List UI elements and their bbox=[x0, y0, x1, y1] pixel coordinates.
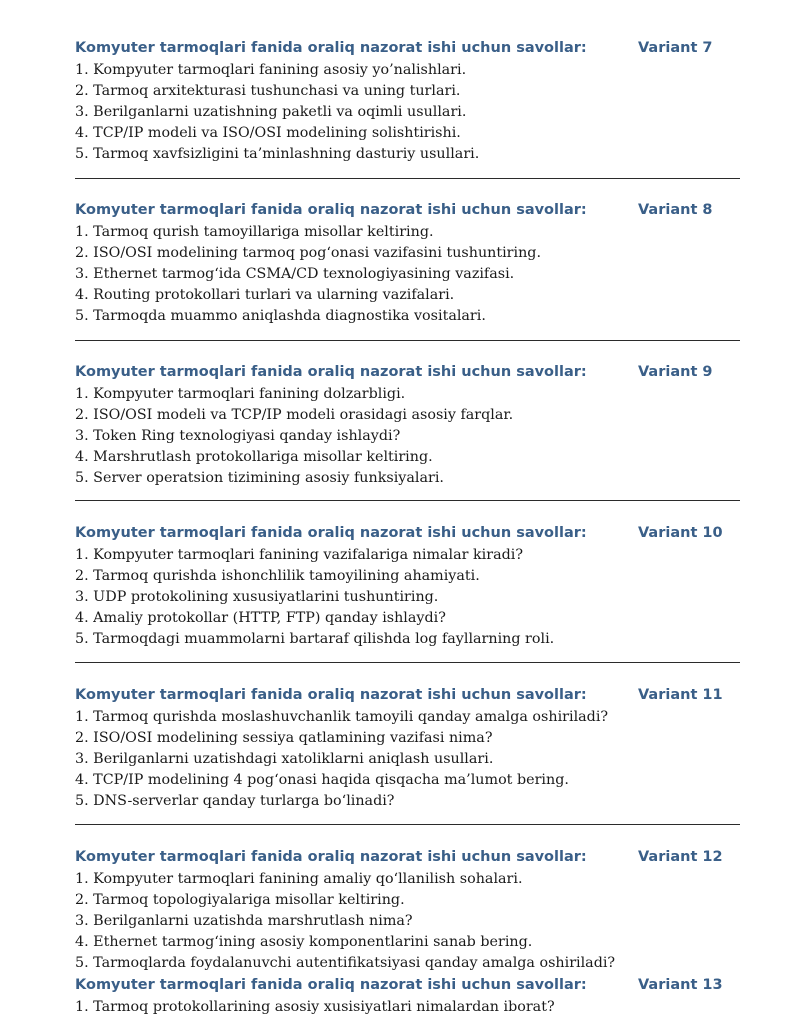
block-title: Komyuter tarmoqlari fanida oraliq nazorat ishi uchun savollar: bbox=[75, 40, 587, 56]
question-item: 1. Kompyuter tarmoqlari fanining amaliy qo‘llanilish sohalari. bbox=[75, 871, 523, 887]
block-title: Komyuter tarmoqlari fanida oraliq nazorat ishi uchun savollar: bbox=[75, 977, 587, 993]
separator-line bbox=[75, 178, 740, 179]
question-item: 4. TCP/IP modeli va ISO/OSI modelining solishtirishi. bbox=[75, 125, 461, 141]
question-item: 5. Tarmoqdagi muammolarni bartaraf qilishda log fayllarning roli. bbox=[75, 631, 555, 647]
question-item: 1. Kompyuter tarmoqlari fanining dolzarbligi. bbox=[75, 386, 406, 402]
question-item: 3. UDP protokolining xususiyatlarini tushuntiring. bbox=[75, 589, 439, 605]
block-title: Komyuter tarmoqlari fanida oraliq nazorat ishi uchun savollar: bbox=[75, 364, 587, 380]
question-item: 2. ISO/OSI modelining sessiya qatlamining vazifasi nima? bbox=[75, 730, 493, 746]
variant-label: Variant 11 bbox=[638, 687, 723, 703]
question-list bbox=[75, 869, 740, 974]
block-title: Komyuter tarmoqlari fanida oraliq nazorat ishi uchun savollar: bbox=[75, 687, 587, 703]
question-item: 5. Tarmoq xavfsizligini ta’minlashning dasturiy usullari. bbox=[75, 146, 480, 162]
question-item: 1. Tarmoq protokollarining asosiy xusisiyatlari nimalardan iborat? bbox=[75, 999, 555, 1015]
question-list bbox=[75, 222, 740, 327]
question-item: 5. Tarmoqlarda foydalanuvchi autentifikatsiyasi qanday amalga oshiriladi? bbox=[75, 955, 616, 971]
block-header bbox=[75, 521, 740, 545]
block-header bbox=[75, 845, 740, 869]
question-item: 3. Ethernet tarmog‘ida CSMA/CD texnologiyasining vazifasi. bbox=[75, 266, 515, 282]
variant-label: Variant 7 bbox=[638, 40, 713, 56]
block-header bbox=[75, 360, 740, 384]
question-list bbox=[75, 997, 740, 1018]
block-header bbox=[75, 198, 740, 222]
question-item: 1. Kompyuter tarmoqlari fanining vazifalariga nimalar kiradi? bbox=[75, 547, 523, 563]
question-item: 5. DNS-serverlar qanday turlarga bo‘linadi? bbox=[75, 793, 395, 809]
question-block-variant-11 bbox=[75, 683, 740, 812]
variant-label: Variant 13 bbox=[638, 977, 723, 993]
question-list bbox=[75, 384, 740, 489]
question-block-variant-9 bbox=[75, 360, 740, 489]
question-item: 2. ISO/OSI modeli va TCP/IP modeli orasidagi asosiy farqlar. bbox=[75, 407, 514, 423]
question-item: 4. TCP/IP modelining 4 pog‘onasi haqida qisqacha ma’lumot bering. bbox=[75, 772, 569, 788]
question-list bbox=[75, 707, 740, 812]
question-item: 1. Tarmoq qurish tamoyillariga misollar keltiring. bbox=[75, 224, 434, 240]
question-item: 5. Tarmoqda muammo aniqlashda diagnostika vositalari. bbox=[75, 308, 486, 324]
question-item: 3. Berilganlarni uzatishning paketli va oqimli usullari. bbox=[75, 104, 467, 120]
separator-line bbox=[75, 662, 740, 663]
separator-line bbox=[75, 340, 740, 341]
question-item: 4. Ethernet tarmog‘ining asosiy komponentlarini sanab bering. bbox=[75, 934, 533, 950]
question-item: 3. Berilganlarni uzatishda marshrutlash nima? bbox=[75, 913, 413, 929]
question-block-variant-8 bbox=[75, 198, 740, 327]
block-header bbox=[75, 973, 740, 997]
question-block-variant-10 bbox=[75, 521, 740, 650]
variant-label: Variant 8 bbox=[638, 202, 713, 218]
block-header bbox=[75, 36, 740, 60]
question-list bbox=[75, 60, 740, 165]
question-block-variant-13 bbox=[75, 973, 740, 1018]
question-block-variant-7 bbox=[75, 36, 740, 165]
question-item: 2. ISO/OSI modelining tarmoq pog‘onasi vazifasini tushuntiring. bbox=[75, 245, 541, 261]
question-item: 4. Amaliy protokollar (HTTP, FTP) qanday ishlaydi? bbox=[75, 610, 446, 626]
question-item: 1. Kompyuter tarmoqlari fanining asosiy yo’nalishlari. bbox=[75, 62, 467, 78]
question-item: 3. Berilganlarni uzatishdagi xatoliklarni aniqlash usullari. bbox=[75, 751, 494, 767]
variant-label: Variant 9 bbox=[638, 364, 713, 380]
question-item: 2. Tarmoq arxitekturasi tushunchasi va uning turlari. bbox=[75, 83, 461, 99]
question-item: 1. Tarmoq qurishda moslashuvchanlik tamoyili qanday amalga oshiriladi? bbox=[75, 709, 609, 725]
question-item: 4. Marshrutlash protokollariga misollar keltiring. bbox=[75, 449, 433, 465]
question-item: 3. Token Ring texnologiyasi qanday ishlaydi? bbox=[75, 428, 401, 444]
variant-label: Variant 10 bbox=[638, 525, 723, 541]
separator-line bbox=[75, 824, 740, 825]
separator-line bbox=[75, 500, 740, 501]
question-item: 5. Server operatsion tizimining asosiy funksiyalari. bbox=[75, 470, 444, 486]
question-block-variant-12 bbox=[75, 845, 740, 974]
question-item: 2. Tarmoq topologiyalariga misollar keltiring. bbox=[75, 892, 405, 908]
block-header bbox=[75, 683, 740, 707]
block-title: Komyuter tarmoqlari fanida oraliq nazorat ishi uchun savollar: bbox=[75, 525, 587, 541]
question-list bbox=[75, 545, 740, 650]
block-title: Komyuter tarmoqlari fanida oraliq nazorat ishi uchun savollar: bbox=[75, 849, 587, 865]
question-item: 2. Tarmoq qurishda ishonchlilik tamoyilining ahamiyati. bbox=[75, 568, 480, 584]
variant-label: Variant 12 bbox=[638, 849, 723, 865]
block-title: Komyuter tarmoqlari fanida oraliq nazorat ishi uchun savollar: bbox=[75, 202, 587, 218]
question-item: 4. Routing protokollari turlari va ularning vazifalari. bbox=[75, 287, 455, 303]
